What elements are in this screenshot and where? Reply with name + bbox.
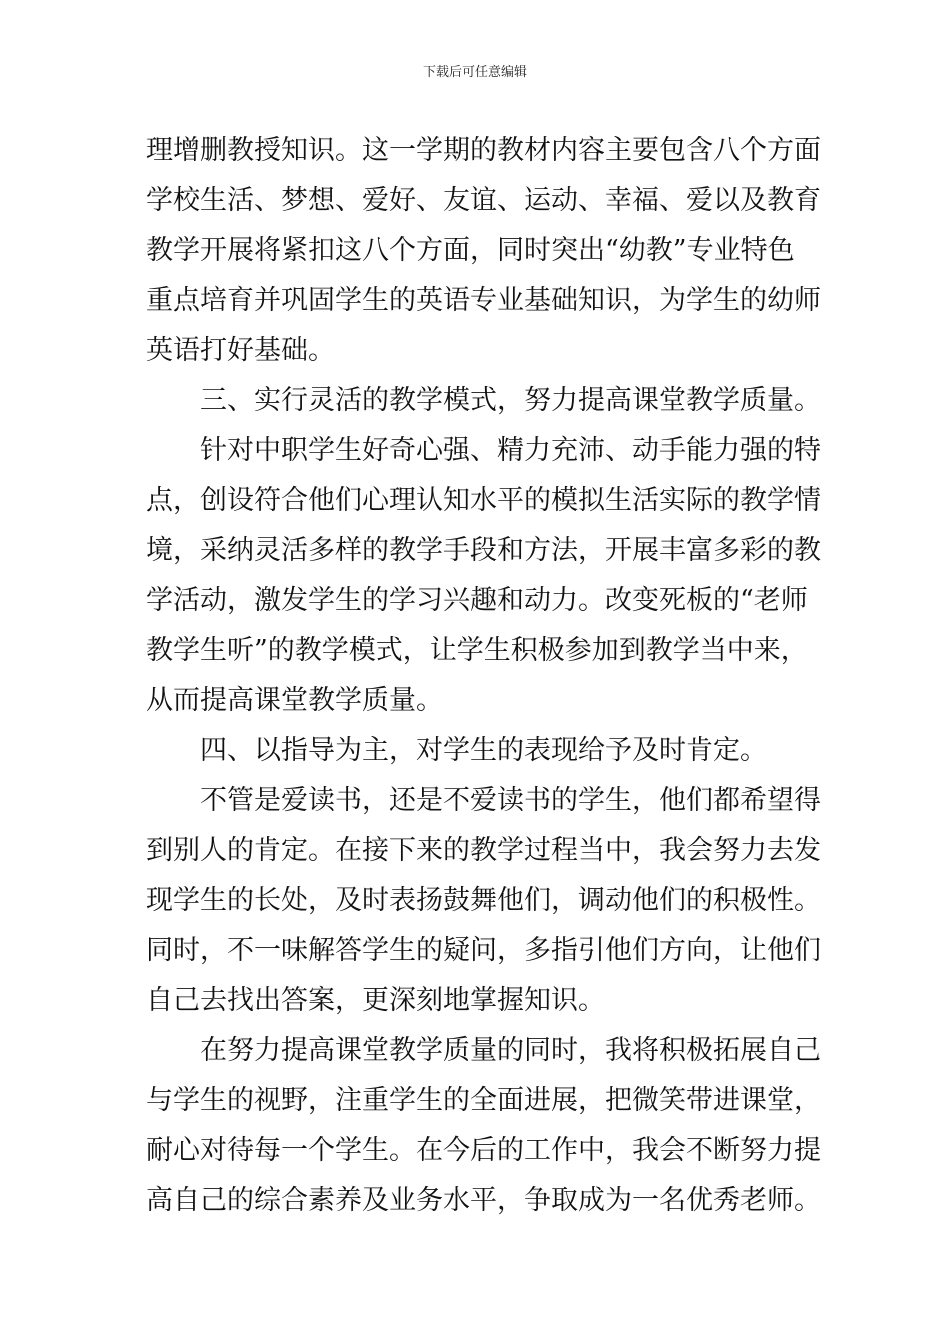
text-line: 高自己的综合素养及业务水平，争取成为一名优秀老师。	[146, 1185, 821, 1216]
document-body	[146, 126, 821, 1226]
text-line: 教学开展将紧扣这八个方面，同时突出“幼教”专业特色	[146, 235, 795, 266]
text-line: 学活动，激发学生的学习兴趣和动力。改变死板的“老师	[146, 585, 808, 616]
text-line: 在努力提高课堂教学质量的同时，我将积极拓展自己	[200, 1035, 821, 1066]
text-line: 境，采纳灵活多样的教学手段和方法，开展丰富多彩的教	[146, 535, 821, 566]
text-line: 点，创设符合他们心理认知水平的模拟生活实际的教学情	[146, 485, 821, 516]
section-heading: 四、以指导为主，对学生的表现给予及时肯定。	[200, 735, 767, 766]
text-line: 理增删教授知识。这一学期的教材内容主要包含八个方面	[146, 135, 821, 166]
page-header: 下载后可任意编辑	[422, 65, 527, 80]
text-line: 英语打好基础。	[146, 335, 335, 366]
text-line: 学校生活、梦想、爱好、友谊、运动、幸福、爱以及教育	[146, 185, 821, 216]
text-line: 重点培育并巩固学生的英语专业基础知识，为学生的幼师	[146, 285, 821, 316]
text-line: 教学生听”的教学模式，让学生积极参加到教学当中来，	[146, 635, 808, 666]
text-line: 同时，不一味解答学生的疑问，多指引他们方向，让他们	[146, 935, 821, 966]
text-line: 不管是爱读书，还是不爱读书的学生，他们都希望得	[200, 785, 821, 816]
text-line: 到别人的肯定。在接下来的教学过程当中，我会努力去发	[146, 835, 821, 866]
text-line: 针对中职学生好奇心强、精力充沛、动手能力强的特	[200, 435, 821, 466]
text-line: 自己去找出答案，更深刻地掌握知识。	[146, 985, 605, 1016]
section-heading: 三、实行灵活的教学模式，努力提高课堂教学质量。	[200, 385, 821, 416]
text-line: 现学生的长处，及时表扬鼓舞他们，调动他们的积极性。	[146, 885, 821, 916]
text-line: 耐心对待每一个学生。在今后的工作中，我会不断努力提	[146, 1135, 821, 1166]
text-line: 与学生的视野，注重学生的全面进展，把微笑带进课堂，	[146, 1085, 821, 1116]
text-line: 从而提高课堂教学质量。	[146, 685, 443, 716]
